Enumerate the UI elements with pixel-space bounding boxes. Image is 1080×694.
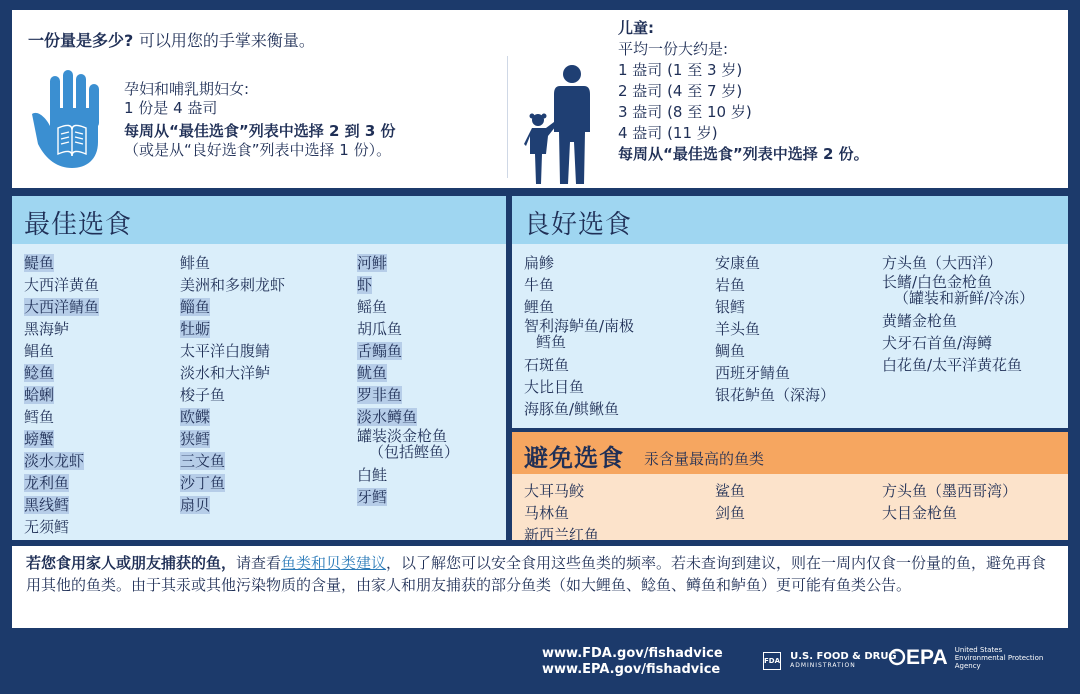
fish-item — [882, 502, 1017, 524]
serving-section — [12, 10, 1068, 188]
fish-name: 舌鳎鱼 — [357, 342, 403, 360]
fish-name: 羊头鱼 — [715, 320, 761, 338]
advice-pre: 请查看 — [236, 554, 282, 572]
fish-item — [715, 340, 835, 362]
footer — [0, 634, 1080, 694]
children-age-2: 2 盎司 (4 至 7 岁) — [618, 82, 743, 100]
fish-item — [180, 362, 285, 384]
fish-item — [524, 502, 599, 524]
children-weekly: 每周从“最佳选食”列表中选择 2 份。 — [618, 145, 869, 163]
fish-item — [357, 318, 459, 340]
fish-item — [357, 252, 459, 274]
fish-name: 大西洋鲭鱼 — [24, 298, 100, 316]
fish-item — [24, 406, 99, 428]
fish-name: 黄鳍金枪鱼 — [882, 312, 958, 330]
fish-name: 扁鲹 — [524, 254, 555, 272]
fish-name: 扇贝 — [180, 496, 211, 514]
children-age-1: 1 盎司 (1 至 3 岁) — [618, 61, 743, 79]
fish-name: 蛤蜊 — [24, 386, 55, 404]
fish-name: 白鲑 — [357, 466, 388, 484]
fish-item — [24, 318, 99, 340]
fda-logo-line2: ADMINISTRATION — [790, 662, 856, 669]
fish-item — [524, 296, 634, 318]
fish-name: 剑鱼 — [715, 504, 746, 522]
fish-name: 美洲和多刺龙虾 — [180, 276, 286, 294]
fish-item — [715, 318, 835, 340]
fish-item — [715, 502, 745, 524]
fish-name: 龙利鱼 — [24, 474, 70, 492]
fish-item — [524, 398, 634, 420]
good-col-2 — [715, 252, 835, 406]
fish-item — [24, 472, 99, 494]
fish-item — [180, 494, 285, 516]
fish-item — [882, 332, 1034, 354]
fish-name: 方头鱼（大西洋） — [882, 254, 1003, 272]
section-divider — [507, 56, 508, 178]
children-guidance — [618, 18, 869, 165]
pregnant-heading: 孕妇和哺乳期妇女: — [124, 80, 250, 98]
avoid-col-3 — [882, 480, 1017, 524]
fish-item — [357, 340, 459, 362]
fish-item — [882, 480, 1017, 502]
fish-item — [357, 384, 459, 406]
fish-name: 长鳍/白色金枪鱼 — [882, 273, 993, 291]
fish-item — [24, 384, 99, 406]
fish-name: 鳕鱼 — [24, 408, 55, 426]
pregnant-serving-size: 1 份是 4 盎司 — [124, 99, 218, 117]
fish-name: 海豚鱼/鲯鳅鱼 — [524, 400, 620, 418]
fish-item — [24, 274, 99, 296]
fish-name: 黑海鲈 — [24, 320, 70, 338]
fish-name: 安康鱼 — [715, 254, 761, 272]
fish-item — [882, 274, 1034, 306]
epa-logo-line2: Environmental Protection — [954, 654, 1044, 662]
fish-name-cont: 鳕鱼 — [536, 333, 567, 351]
fish-name: 梭子鱼 — [180, 386, 226, 404]
fish-item — [715, 274, 835, 296]
children-average: 平均一份大约是: — [618, 40, 729, 58]
good-col-1 — [524, 252, 634, 420]
fish-item — [24, 494, 99, 516]
serving-title-sub: 可以用您的手掌来衡量。 — [138, 31, 315, 50]
fish-item — [180, 252, 285, 274]
serving-title-main: 一份量是多少? — [28, 31, 134, 50]
fish-name: 欧鲽 — [180, 408, 211, 426]
epa-logo-mark — [888, 646, 948, 670]
fish-name: 虾 — [357, 276, 373, 294]
fish-name: 鲻鱼 — [180, 298, 211, 316]
fish-name-cont: （罐装和新鲜/冷冻） — [894, 289, 1035, 307]
fish-name: 银鳕 — [715, 298, 746, 316]
fish-name: 鲤鱼 — [524, 298, 555, 316]
fish-item — [524, 524, 599, 546]
fish-item — [357, 274, 459, 296]
avoid-col-2 — [715, 480, 745, 524]
fish-name: 鱿鱼 — [357, 364, 388, 382]
fish-item — [357, 362, 459, 384]
fish-name: 大耳马鲛 — [524, 482, 585, 500]
fish-item — [524, 252, 634, 274]
fish-name: 牡蛎 — [180, 320, 211, 338]
fish-name: 鲷鱼 — [715, 342, 746, 360]
good-choices-header — [512, 196, 1068, 244]
fda-logo — [763, 650, 897, 670]
fish-name: 西班牙鲭鱼 — [715, 364, 791, 382]
pregnant-weekly: 每周从“最佳选食”列表中选择 2 到 3 份 — [124, 122, 396, 140]
fish-name: 罐装淡金枪鱼 — [357, 427, 448, 445]
epa-logo — [888, 646, 1043, 670]
best-col-1 — [24, 252, 99, 538]
fda-logo-line1: U.S. FOOD & DRUG — [790, 651, 897, 662]
fish-name: 方头鱼（墨西哥湾） — [882, 482, 1018, 500]
best-col-3 — [357, 252, 459, 508]
fish-item — [24, 252, 99, 274]
avoid-panel — [512, 432, 1068, 544]
best-choices-header — [12, 196, 506, 244]
fish-item — [882, 252, 1034, 274]
children-age-4: 4 盎司 (11 岁) — [618, 124, 718, 142]
fish-name: 罗非鱼 — [357, 386, 403, 404]
fish-item — [180, 406, 285, 428]
best-choices-panel — [12, 196, 506, 540]
fish-name: 狭鳕 — [180, 430, 211, 448]
fish-name: 鲱鱼 — [180, 254, 211, 272]
fda-logo-text — [790, 651, 897, 670]
advice-lead: 若您食用家人或朋友捕获的鱼， — [26, 554, 237, 572]
avoid-col-1 — [524, 480, 599, 546]
fish-name: 淡水和大洋鲈 — [180, 364, 271, 382]
epa-logo-text — [955, 646, 1044, 670]
hand-icon — [28, 68, 110, 172]
footer-urls — [542, 646, 723, 678]
fish-name: 犬牙石首鱼/海鳟 — [882, 334, 993, 352]
fish-item — [24, 362, 99, 384]
fish-item — [180, 384, 285, 406]
good-col-3 — [882, 252, 1034, 376]
fish-item — [24, 516, 99, 538]
fish-name: 河鲱 — [357, 254, 388, 272]
fish-name: 大西洋黄鱼 — [24, 276, 100, 294]
fish-name: 白花鱼/太平洋黄花鱼 — [882, 356, 1023, 374]
fish-item — [882, 310, 1034, 332]
fish-name: 大目金枪鱼 — [882, 504, 958, 522]
fish-name: 大比目鱼 — [524, 378, 585, 396]
fish-name: 黑线鳕 — [24, 496, 70, 514]
fish-item — [882, 354, 1034, 376]
fda-url[interactable]: www.FDA.gov/fishadvice — [542, 646, 723, 661]
fish-name: 鳀鱼 — [24, 254, 55, 272]
fish-item — [24, 428, 99, 450]
fish-item — [524, 318, 634, 350]
best-col-2 — [180, 252, 285, 516]
fish-name: 无须鳕 — [24, 518, 70, 536]
fish-item — [715, 480, 745, 502]
fish-item — [180, 340, 285, 362]
fish-item — [24, 340, 99, 362]
epa-url[interactable]: www.EPA.gov/fishadvice — [542, 662, 721, 677]
fish-name: 智利海鲈鱼/南极 — [524, 317, 635, 335]
fish-item — [180, 274, 285, 296]
epa-logo-line1: United States — [954, 646, 1003, 654]
parent-child-icon — [524, 62, 600, 184]
fish-name: 鲨鱼 — [715, 482, 746, 500]
serving-title — [28, 28, 315, 51]
fish-name: 岩鱼 — [715, 276, 746, 294]
fish-name: 鲶鱼 — [24, 364, 55, 382]
epa-flower-icon — [888, 648, 906, 666]
avoid-header — [512, 432, 1068, 474]
children-age-3: 3 盎司 (8 至 10 岁) — [618, 103, 752, 121]
fish-name: 胡瓜鱼 — [357, 320, 403, 338]
good-choices-panel — [512, 196, 1068, 428]
fish-item — [524, 480, 599, 502]
fish-name: 牛鱼 — [524, 276, 555, 294]
fish-item — [180, 472, 285, 494]
fish-item — [180, 296, 285, 318]
fish-name: 太平洋白腹鲭 — [180, 342, 271, 360]
fish-item — [180, 428, 285, 450]
fish-item — [357, 406, 459, 428]
fish-item — [715, 252, 835, 274]
fish-name: 淡水鳟鱼 — [357, 408, 418, 426]
fish-item — [524, 376, 634, 398]
epa-logo-line3: Agency — [954, 662, 981, 670]
fish-name: 牙鳕 — [357, 488, 388, 506]
fish-name: 沙丁鱼 — [180, 474, 226, 492]
fish-name: 淡水龙虾 — [24, 452, 85, 470]
fish-item — [715, 384, 835, 406]
best-choices-title: 最佳选食 — [24, 210, 133, 240]
fish-item — [180, 450, 285, 472]
fish-name: 银花鲈鱼（深海） — [715, 386, 836, 404]
fda-logo-mark: FDA — [763, 652, 781, 670]
fish-item — [524, 354, 634, 376]
fish-name: 三文鱼 — [180, 452, 226, 470]
epa-logo-letters: EPA — [906, 646, 948, 669]
fish-name: 螃蟹 — [24, 430, 55, 448]
fish-name: 鲳鱼 — [24, 342, 55, 360]
pregnant-guidance — [124, 80, 395, 160]
avoid-subtitle: 汞含量最高的鱼类 — [644, 450, 765, 468]
fish-name-cont: （包括鲣鱼） — [369, 443, 460, 461]
fish-item — [180, 318, 285, 340]
pregnant-alternative: （或是从“良好选食”列表中选择 1 份）。 — [124, 141, 392, 159]
fish-item — [715, 362, 835, 384]
fish-item — [357, 428, 459, 460]
fish-name: 新西兰红鱼 — [524, 526, 600, 544]
fish-advice-link[interactable]: 鱼类和贝类建议 — [281, 554, 387, 572]
fish-name: 鳐鱼 — [357, 298, 388, 316]
advice-note — [12, 546, 1068, 628]
fish-item — [24, 450, 99, 472]
fish-item — [357, 464, 459, 486]
fish-item — [357, 486, 459, 508]
fish-item — [524, 274, 634, 296]
fish-item — [357, 296, 459, 318]
avoid-title: 避免选食 — [524, 444, 624, 472]
children-heading: 儿童: — [618, 19, 654, 37]
fish-item — [24, 296, 99, 318]
fish-name: 石斑鱼 — [524, 356, 570, 374]
fish-item — [715, 296, 835, 318]
good-choices-title: 良好选食 — [524, 210, 633, 240]
fish-name: 马林鱼 — [524, 504, 570, 522]
advice-rest: ，以了解您可以安全食用这些鱼类的频率。若未查询到建议，则在一周内仅食一份量的鱼，避免再食用其他的鱼类。由于其汞或其他污染物质的含量，由家人和朋友捕获的部分鱼类（如大鲤鱼、鲶鱼、鳟鱼和鲈鱼）更可能有鱼类公告。 — [26, 554, 1047, 594]
